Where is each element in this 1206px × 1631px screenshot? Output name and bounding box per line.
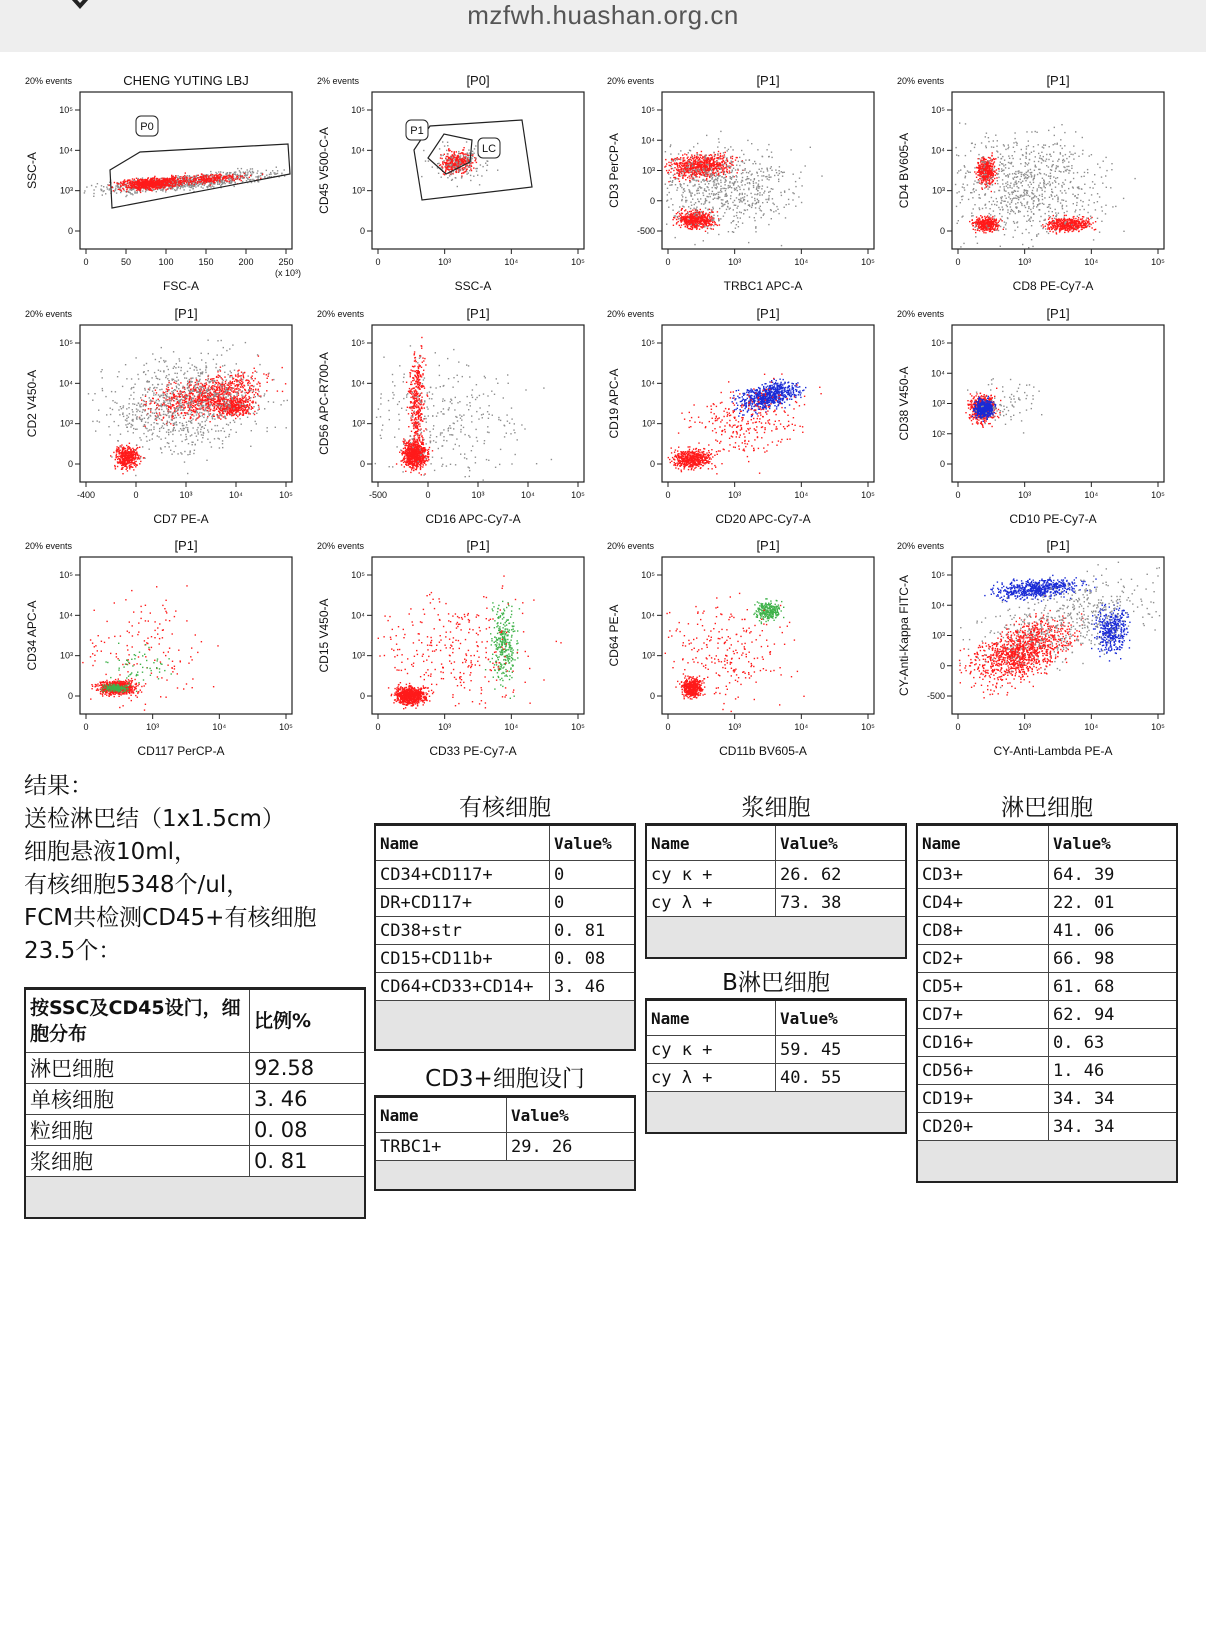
- scatter-plot: [25, 306, 293, 526]
- y-tick-label: 10⁴: [351, 145, 365, 155]
- blank-row: [646, 917, 906, 959]
- cell-value: 40. 55: [776, 1064, 907, 1092]
- cell-name: cy λ +: [646, 1064, 776, 1092]
- x-tick-label: 0: [665, 490, 670, 500]
- y-tick-label: 0: [68, 459, 73, 469]
- table-header: Value%: [1049, 825, 1178, 861]
- plot-title: [P1]: [466, 538, 489, 553]
- y-tick-label: 0: [650, 196, 655, 206]
- plot-frame: [80, 92, 292, 249]
- table-row: [917, 1085, 1177, 1113]
- x-tick-label: 250: [278, 257, 293, 267]
- table-row: [375, 973, 635, 1001]
- plasma-table: [645, 823, 907, 959]
- table-row: [375, 917, 635, 945]
- cell-value: 92.58: [250, 1053, 366, 1084]
- cell-value: 1. 46: [1049, 1057, 1178, 1085]
- plot-title: CHENG YUTING LBJ: [123, 73, 248, 88]
- cell-value: 66. 98: [1049, 945, 1178, 973]
- scatter-plot: [607, 306, 875, 526]
- y-tick-label: 10⁴: [931, 368, 945, 378]
- cell-value: 0. 81: [550, 917, 636, 945]
- y-tick-label: 0: [940, 226, 945, 236]
- cell-name: CD7+: [917, 1001, 1049, 1029]
- y-tick-label: 10⁴: [931, 600, 945, 610]
- scatter-plot: [897, 538, 1165, 758]
- gating-distribution-table: [24, 987, 366, 1219]
- cell-value: 3. 46: [250, 1084, 366, 1115]
- cell-name: CD3+: [917, 861, 1049, 889]
- x-axis-label: TRBC1 APC-A: [724, 279, 803, 293]
- cell-value: 34. 34: [1049, 1085, 1178, 1113]
- scatter-plot: [897, 306, 1165, 526]
- x-axis-label: CY-Anti-Lambda PE-A: [994, 744, 1113, 758]
- cell-name: cy κ +: [646, 861, 776, 889]
- blank-row: [375, 1001, 635, 1051]
- cell-value: 0. 08: [550, 945, 636, 973]
- y-axis-label: CD64 PE-A: [607, 604, 621, 666]
- table-header: Value%: [550, 825, 636, 861]
- y-axis-label: CD45 V500-C-A: [317, 127, 331, 214]
- y-tick-label: 10⁵: [931, 105, 945, 115]
- result-line: 有核细胞5348个/ul，: [24, 869, 364, 902]
- y-tick-label: 0: [360, 226, 365, 236]
- y-tick-label: 10⁵: [641, 570, 655, 580]
- cell-value: 0: [550, 861, 636, 889]
- cell-name: CD4+: [917, 889, 1049, 917]
- scatter-plot: [317, 73, 585, 293]
- result-summary: [24, 770, 364, 968]
- plot-title: [P1]: [756, 538, 779, 553]
- x-tick-label: -500: [369, 490, 387, 500]
- y-tick-label: 10³: [60, 651, 73, 661]
- y-axis-label: CD2 V450-A: [25, 370, 39, 437]
- scatter-plot: [317, 306, 585, 526]
- lymph-title: 淋巴细胞: [916, 789, 1178, 822]
- cell-name: CD20+: [917, 1113, 1049, 1141]
- plasma-title: 浆细胞: [645, 789, 907, 822]
- y-tick-label: -500: [637, 226, 655, 236]
- plot-title: [P1]: [174, 306, 197, 321]
- table-header: Name: [646, 825, 776, 861]
- cell-value: 29. 26: [507, 1133, 636, 1161]
- cell-value: 22. 01: [1049, 889, 1178, 917]
- cell-name: 粒细胞: [25, 1115, 250, 1146]
- x-tick-label: 0: [955, 722, 960, 732]
- y-tick-label: 10⁵: [641, 105, 655, 115]
- x-axis-label: SSC-A: [455, 279, 492, 293]
- cell-name: CD34+CD117+: [375, 861, 550, 889]
- y-tick-label: 0: [940, 661, 945, 671]
- table-header: Name: [375, 1097, 507, 1133]
- table-row: [917, 889, 1177, 917]
- x-tick-label: 10⁴: [521, 490, 535, 500]
- table-row: [917, 973, 1177, 1001]
- cell-name: 淋巴细胞: [25, 1053, 250, 1084]
- x-tick-label: 0: [665, 257, 670, 267]
- scatter-plot: [897, 73, 1165, 293]
- table-header: Value%: [776, 825, 907, 861]
- y-tick-label: 10³: [932, 399, 945, 409]
- y-tick-label: 10⁵: [641, 338, 655, 348]
- cell-name: CD64+CD33+CD14+: [375, 973, 550, 1001]
- table-header: Name: [646, 1000, 776, 1036]
- x-tick-label: 10⁴: [212, 722, 226, 732]
- table-row: [917, 1029, 1177, 1057]
- x-tick-label: 10⁴: [1084, 722, 1098, 732]
- table-header: Value%: [776, 1000, 907, 1036]
- x-tick-label: 200: [238, 257, 253, 267]
- y-tick-label: 10⁴: [641, 135, 655, 145]
- y-tick-label: 10³: [642, 419, 655, 429]
- plot-title: [P1]: [1046, 538, 1069, 553]
- y-tick-label: 0: [360, 691, 365, 701]
- cell-value: 26. 62: [776, 861, 907, 889]
- cell-name: TRBC1+: [375, 1133, 507, 1161]
- y-tick-label: 10⁴: [59, 378, 73, 388]
- events-label: 20% events: [25, 76, 73, 86]
- y-tick-label: 10³: [352, 651, 365, 661]
- cell-name: CD2+: [917, 945, 1049, 973]
- result-line: 结果：: [24, 770, 364, 803]
- flow-cytometry-plots: [0, 60, 1206, 770]
- y-tick-label: 0: [650, 691, 655, 701]
- table-header: Name: [375, 825, 550, 861]
- table-header: Name: [917, 825, 1049, 861]
- x-tick-label: 0: [665, 722, 670, 732]
- events-label: 20% events: [25, 541, 73, 551]
- y-tick-label: 0: [940, 459, 945, 469]
- cell-name: CD8+: [917, 917, 1049, 945]
- result-line: FCM共检测CD45+有核细胞: [24, 902, 364, 935]
- cell-value: 0. 63: [1049, 1029, 1178, 1057]
- blank-row: [917, 1141, 1177, 1183]
- table-row: [646, 889, 906, 917]
- page-url[interactable]: mzfwh.huashan.org.cn: [0, 0, 1206, 30]
- x-axis-label: CD8 PE-Cy7-A: [1013, 279, 1094, 293]
- table-row: [375, 861, 635, 889]
- scatter-plot: [607, 73, 875, 293]
- scatter-plot: [25, 73, 301, 293]
- plot-title: [P1]: [174, 538, 197, 553]
- x-axis-label: FSC-A: [163, 279, 199, 293]
- cell-value: 34. 34: [1049, 1113, 1178, 1141]
- x-tick-label: 100: [158, 257, 173, 267]
- x-axis-label: CD20 APC-Cy7-A: [715, 512, 810, 526]
- x-tick-label: 0: [133, 490, 138, 500]
- events-label: 20% events: [317, 309, 365, 319]
- result-line: 细胞悬液10ml，: [24, 836, 364, 869]
- x-tick-label: 10⁴: [794, 490, 808, 500]
- gate-label: LC: [482, 143, 496, 155]
- x-tick-label: 10⁵: [279, 722, 293, 732]
- x-tick-label: 0: [83, 257, 88, 267]
- x-tick-label: 10⁵: [1151, 257, 1165, 267]
- table-row: [917, 861, 1177, 889]
- y-tick-label: 10⁴: [641, 378, 655, 388]
- x-tick-label: 10³: [1018, 257, 1031, 267]
- y-tick-label: 10⁴: [931, 145, 945, 155]
- result-line: 23.5个：: [24, 935, 364, 968]
- x-tick-label: 10⁵: [279, 490, 293, 500]
- table-row: [646, 861, 906, 889]
- cell-name: DR+CD117+: [375, 889, 550, 917]
- x-tick-label: 0: [83, 722, 88, 732]
- table-row: [25, 1115, 365, 1146]
- events-label: 20% events: [25, 309, 73, 319]
- table-row: [25, 1146, 365, 1177]
- x-tick-label: 10³: [728, 257, 741, 267]
- x-tick-label: 10³: [1018, 490, 1031, 500]
- x-axis-label: CD7 PE-A: [153, 512, 208, 526]
- table-row: [917, 1113, 1177, 1141]
- x-axis-label: CD10 PE-Cy7-A: [1009, 512, 1096, 526]
- x-tick-label: 10⁴: [1084, 257, 1098, 267]
- cell-name: CD56+: [917, 1057, 1049, 1085]
- y-axis-label: CD3 PerCP-A: [607, 133, 621, 208]
- plot-title: [P1]: [756, 306, 779, 321]
- plot-frame: [80, 325, 292, 482]
- y-tick-label: 10⁵: [59, 105, 73, 115]
- x-tick-label: 10⁴: [504, 722, 518, 732]
- plot-title: [P1]: [1046, 306, 1069, 321]
- bcells-title: B淋巴细胞: [645, 964, 907, 997]
- bcells-table: [645, 998, 907, 1134]
- x-tick-label: 10⁵: [1151, 722, 1165, 732]
- x-axis-label: CD33 PE-Cy7-A: [429, 744, 516, 758]
- x-tick-label: 10³: [179, 490, 192, 500]
- cell-value: 73. 38: [776, 889, 907, 917]
- y-tick-label: 10³: [642, 166, 655, 176]
- events-label: 20% events: [897, 309, 945, 319]
- blank-row: [646, 1092, 906, 1134]
- cell-value: 59. 45: [776, 1036, 907, 1064]
- y-tick-label: 10⁴: [59, 610, 73, 620]
- x-tick-label: 10³: [471, 490, 484, 500]
- x-tick-label: 0: [425, 490, 430, 500]
- plot-title: [P1]: [756, 73, 779, 88]
- table-header: Value%: [507, 1097, 636, 1133]
- y-tick-label: 10⁴: [351, 610, 365, 620]
- cd3gate-table: [374, 1095, 636, 1191]
- x-tick-label: 10⁴: [794, 722, 808, 732]
- y-axis-label: CD56 APC-R700-A: [317, 352, 331, 455]
- x-tick-label: 0: [955, 257, 960, 267]
- y-tick-label: 10³: [60, 186, 73, 196]
- y-axis-label: SSC-A: [25, 152, 39, 189]
- y-tick-label: 10³: [60, 419, 73, 429]
- table-row: [375, 1133, 635, 1161]
- x-tick-label: 0: [375, 257, 380, 267]
- y-tick-label: 0: [68, 691, 73, 701]
- y-tick-label: 10³: [352, 186, 365, 196]
- cell-name: CD16+: [917, 1029, 1049, 1057]
- x-tick-label: 10⁵: [1151, 490, 1165, 500]
- events-label: 20% events: [317, 541, 365, 551]
- y-tick-label: 10³: [352, 419, 365, 429]
- y-tick-label: -500: [927, 691, 945, 701]
- nucleated-table: [374, 823, 636, 1051]
- x-tick-label: 10⁵: [571, 722, 585, 732]
- cell-name: CD38+str: [375, 917, 550, 945]
- plot-title: [P0]: [466, 73, 489, 88]
- gate-label: P1: [410, 125, 423, 137]
- y-axis-label: CD19 APC-A: [607, 368, 621, 438]
- table-header: 比例%: [250, 989, 366, 1053]
- x-tick-label: 10⁴: [229, 490, 243, 500]
- y-axis-label: CD38 V450-A: [897, 366, 911, 440]
- x-tick-label: 10⁵: [861, 257, 875, 267]
- x-tick-label: 0: [955, 490, 960, 500]
- x-tick-label: 10⁴: [1084, 490, 1098, 500]
- cell-name: CD15+CD11b+: [375, 945, 550, 973]
- y-axis-label: CY-Anti-Kappa FITC-A: [897, 575, 911, 696]
- cell-value: 41. 06: [1049, 917, 1178, 945]
- events-label: 20% events: [607, 309, 655, 319]
- events-label: 20% events: [607, 76, 655, 86]
- x-tick-label: -400: [77, 490, 95, 500]
- y-axis-label: CD15 V450-A: [317, 598, 331, 672]
- y-tick-label: 10⁵: [59, 338, 73, 348]
- y-tick-label: 10⁵: [351, 570, 365, 580]
- x-tick-label: 10³: [728, 722, 741, 732]
- cell-value: 0: [550, 889, 636, 917]
- events-label: 20% events: [897, 541, 945, 551]
- cell-name: 浆细胞: [25, 1146, 250, 1177]
- x-tick-label: 10³: [146, 722, 159, 732]
- x-tick-label: 10⁵: [861, 722, 875, 732]
- cell-value: 61. 68: [1049, 973, 1178, 1001]
- nucleated-title: 有核细胞: [374, 789, 636, 822]
- browser-address-bar: [0, 0, 1206, 52]
- x-tick-label: 10³: [728, 490, 741, 500]
- y-tick-label: 10²: [932, 429, 945, 439]
- y-tick-label: 0: [68, 226, 73, 236]
- x-tick-label: 10⁴: [794, 257, 808, 267]
- table-header: 按SSC及CD45设门，细胞分布: [25, 989, 250, 1053]
- events-label: 20% events: [607, 541, 655, 551]
- y-tick-label: 10⁵: [351, 105, 365, 115]
- table-row: [375, 889, 635, 917]
- table-row: [646, 1036, 906, 1064]
- table-row: [375, 945, 635, 973]
- x-tick-label: 10³: [438, 257, 451, 267]
- y-tick-label: 10⁴: [59, 145, 73, 155]
- lymph-table: [916, 823, 1178, 1183]
- y-tick-label: 10³: [642, 651, 655, 661]
- x-tick-label: 10⁵: [571, 257, 585, 267]
- y-tick-label: 10⁵: [351, 338, 365, 348]
- table-row: [917, 1001, 1177, 1029]
- cell-value: 3. 46: [550, 973, 636, 1001]
- plot-title: [P1]: [466, 306, 489, 321]
- x-axis-label: CD11b BV605-A: [719, 744, 807, 758]
- cell-value: 62. 94: [1049, 1001, 1178, 1029]
- y-tick-label: 10⁵: [931, 338, 945, 348]
- cell-name: cy λ +: [646, 889, 776, 917]
- table-row: [25, 1053, 365, 1084]
- x-axis-note: (x 10³): [275, 268, 301, 278]
- cell-value: 64. 39: [1049, 861, 1178, 889]
- x-tick-label: 10³: [438, 722, 451, 732]
- table-row: [25, 1084, 365, 1115]
- gate-label: P0: [140, 121, 153, 133]
- cell-name: cy κ +: [646, 1036, 776, 1064]
- x-tick-label: 10³: [1018, 722, 1031, 732]
- scatter-plot: [317, 538, 585, 758]
- x-tick-label: 10⁵: [861, 490, 875, 500]
- x-tick-label: 10⁵: [571, 490, 585, 500]
- y-tick-label: 0: [360, 459, 365, 469]
- blank-row: [25, 1177, 365, 1219]
- scatter-plot: [25, 538, 293, 758]
- x-tick-label: 10⁴: [504, 257, 518, 267]
- cell-value: 0. 81: [250, 1146, 366, 1177]
- x-tick-label: 0: [375, 722, 380, 732]
- plot-frame: [372, 92, 584, 249]
- table-row: [917, 917, 1177, 945]
- events-label: 20% events: [897, 76, 945, 86]
- table-row: [646, 1064, 906, 1092]
- result-line: 送检淋巴结（1x1.5cm）: [24, 803, 364, 836]
- cell-name: CD19+: [917, 1085, 1049, 1113]
- y-axis-label: CD34 APC-A: [25, 600, 39, 670]
- table-row: [917, 945, 1177, 973]
- cell-value: 0. 08: [250, 1115, 366, 1146]
- y-tick-label: 10⁴: [641, 610, 655, 620]
- blank-row: [375, 1161, 635, 1191]
- x-tick-label: 150: [198, 257, 213, 267]
- y-tick-label: 10³: [932, 186, 945, 196]
- y-tick-label: 0: [650, 459, 655, 469]
- plot-title: [P1]: [1046, 73, 1069, 88]
- y-tick-label: 10³: [932, 631, 945, 641]
- x-axis-label: CD16 APC-Cy7-A: [425, 512, 520, 526]
- events-label: 2% events: [317, 76, 360, 86]
- scatter-plot: [607, 538, 875, 758]
- cd3gate-title: CD3+细胞设门: [374, 1060, 636, 1093]
- cell-name: CD5+: [917, 973, 1049, 1001]
- x-axis-label: CD117 PerCP-A: [137, 744, 224, 758]
- y-tick-label: 10⁵: [931, 570, 945, 580]
- cell-name: 单核细胞: [25, 1084, 250, 1115]
- table-row: [917, 1057, 1177, 1085]
- x-tick-label: 50: [121, 257, 131, 267]
- y-axis-label: CD4 BV605-A: [897, 133, 911, 208]
- y-tick-label: 10⁴: [351, 378, 365, 388]
- y-tick-label: 10⁵: [59, 570, 73, 580]
